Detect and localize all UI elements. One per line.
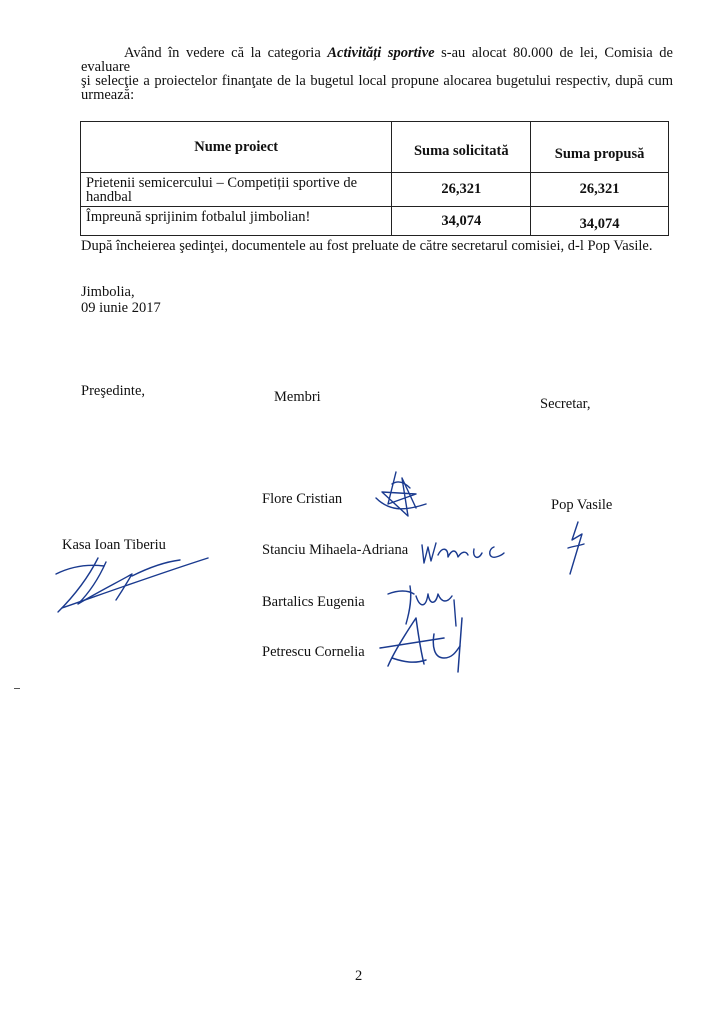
closing-statement: După încheierea şedinţei, documentele au fost preluate de către secretarul comisiei, d-l Pop Vasile.: [81, 238, 653, 254]
member-name-flore: Flore Cristian: [262, 491, 343, 507]
requested-sum-cell: 34,074: [392, 207, 531, 236]
president-name: Kasa Ioan Tiberiu: [62, 537, 166, 553]
member-name-bartalics: Bartalics Eugenia: [262, 594, 365, 610]
date: 09 iunie 2017: [81, 300, 161, 316]
page-number: 2: [355, 968, 363, 984]
intro-paragraph: [81, 46, 673, 102]
proposed-sum-cell: 26,321: [531, 173, 669, 207]
intro-line-1: Având în vedere că la categoria Activități sportive s-au alocat 80.000 de lei, Comisia de evaluare: [81, 45, 673, 75]
header-proposed-sum: Suma propusă: [531, 122, 669, 173]
signature-petrescu: [374, 612, 470, 674]
member-name-stanciu: Stanciu Mihaela-Adriana: [262, 542, 409, 558]
secretary-name: Pop Vasile: [551, 497, 613, 513]
header-project-name: Nume proiect: [81, 122, 392, 173]
table-header-row: [81, 122, 669, 173]
project-name-cell: Prietenii semicercului – Competiții sportive de handbal: [81, 173, 392, 207]
member-name-petrescu: Petrescu Cornelia: [262, 644, 365, 660]
category-name: Activități sportive: [327, 45, 435, 61]
project-name-cell: Împreună sprijinim fotbalul jimbolian!: [81, 207, 392, 236]
intro-line-2: şi selecţie a proiectelor finanţate de la bugetul local propune alocarea bugetului respectiv, după cum: [81, 73, 673, 89]
header-requested-sum: Suma solicitată: [392, 122, 531, 173]
signature-stanciu: [418, 535, 510, 569]
role-secretary: Secretar,: [540, 396, 591, 412]
signature-flore: [368, 468, 438, 526]
margin-mark: [14, 688, 20, 689]
role-president: Preşedinte,: [81, 383, 146, 399]
intro-line-3: urmează:: [81, 87, 135, 103]
signature-kasa: [48, 548, 214, 618]
proposed-sum-cell: 34,074: [531, 207, 669, 236]
role-members: Membri: [274, 389, 321, 405]
signature-pop: [556, 518, 596, 578]
table-row: [81, 173, 669, 207]
requested-sum-cell: 26,321: [392, 173, 531, 207]
budget-table: [80, 121, 669, 236]
table-row: [81, 207, 669, 236]
place: Jimbolia,: [81, 284, 135, 300]
